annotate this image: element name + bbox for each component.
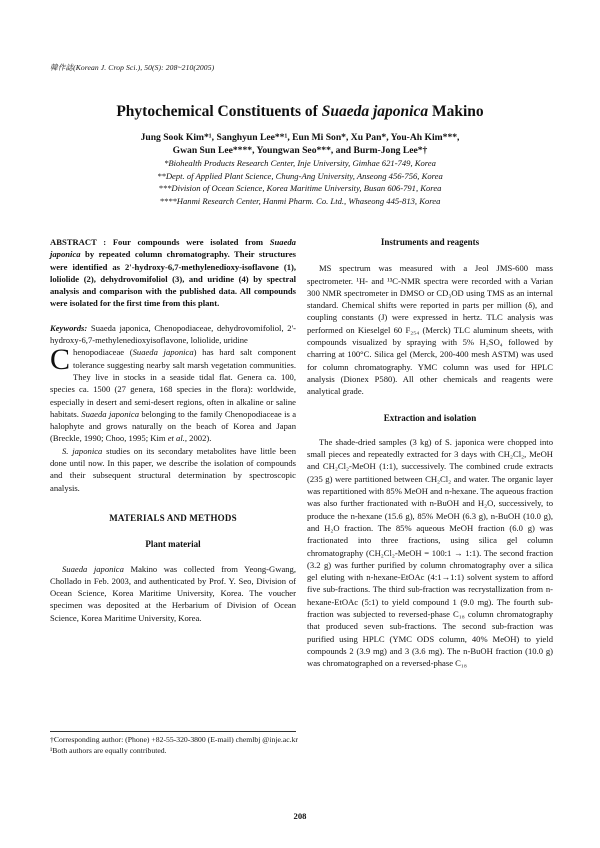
- intro-text-b: ) has hard salt component tolerance suggesting nearby salt marsh vegetation communities. They live in stocks in a seaside tidal flat. Genera ca. 100, species ca. 1500 (27 genera, 168 species in the flora): worldwide, especially in desert and semi-desert regions, often in alkaline or saline habitats.: [50, 347, 296, 419]
- intro-text-2: studies on its secondary metabolites have little been done until now. In this paper, we describe the isolation of compounds and their subsequent structural determination by spectroscopic analysis.: [50, 445, 296, 493]
- abstract-text-2: by repeated column chromatography. Their structures were identified as 2'-hydroxy-6,7-methylenedioxy-isoflavone (1), loliolide (2), dehydrovomifoliol (3), and uridine (4) by spectral analysis and comparison with the published data. All compounds were isolated for the first time from this plant.: [50, 249, 296, 309]
- section-heading-methods: MATERIALS AND METHODS: [109, 512, 237, 523]
- page-number: 208: [293, 811, 307, 821]
- footnotes: [50, 735, 298, 756]
- plant-material-paragraph: [50, 563, 296, 624]
- right-column: [307, 236, 553, 670]
- affiliation-2: **Dept. of Applied Plant Science, Chung-Ang University, Anseong 456-756, Korea: [157, 170, 443, 181]
- title-suffix: Makino: [428, 103, 484, 120]
- author-line-2: Gwan Sun Lee****, Youngwan Seo***, and Burm-Jong Lee*†: [172, 145, 428, 156]
- intro-species-2: Suaeda japonica: [81, 408, 140, 419]
- journal-citation: 韓作誌(Korean J. Crop Sci.), 50(S): 208~210(2005): [50, 63, 215, 72]
- paper-title: [0, 103, 600, 121]
- abstract-text-1: Four compounds were isolated from: [112, 237, 270, 247]
- intro-text-d: , 2002).: [184, 433, 212, 444]
- abstract: [50, 236, 296, 310]
- intro-paragraph-1: [50, 343, 297, 444]
- author-line-1: Jung Sook Kim*¹, Sanghyun Lee**¹, Eun Mi Son*, Xu Pan*, You-Ah Kim***,: [140, 132, 460, 143]
- equal-contribution-note: ¹Both authors are equally contributed.: [50, 745, 167, 755]
- subheading-extraction: Extraction and isolation: [383, 412, 477, 423]
- instruments-paragraph: MS spectrum was measured with a Jeol JMS-600 mass spectrometer. ¹H- and ¹³C-NMR spectra were recorded with a Varian 300 NMR spectrometer in DMSO or CD₃OD using TMS as an internal standard. Chemical shifts were reported in parts per million (δ), and coupling constants (J) were expressed in hertz. TLC analysis was performed on Kieselgel 60 F₂₅₄ (Merck) TLC aluminum sheets, with compounds visualized by spraying with 5% H₂SO₄ followed by charring at 100°C. Silica gel (Merck, 200-400 mesh ASTM) was used for column chromatography. YMC column was used for HPLC analysis (Dionex P580). All other chemicals and reagents were analytical grade.: [307, 263, 553, 397]
- drop-cap: C: [50, 343, 71, 377]
- footnote-rule: [50, 731, 296, 732]
- affiliation-1: *Biohealth Products Research Center, Inje University, Gimhae 621-749, Korea: [164, 158, 436, 168]
- intro-text-a: henopodiaceae (: [73, 347, 133, 358]
- affiliation-list: [0, 157, 600, 207]
- title-species: Suaeda japonica: [321, 103, 429, 120]
- intro-paragraph-2: [50, 445, 296, 494]
- keywords-text: Suaeda japonica, Chenopodiaceae, dehydrovomifoliol, 2'-hydroxy-6,7-methylenedioxyisoflavone, loliolide, uridine: [50, 322, 296, 346]
- extraction-paragraph: The shade-dried samples (3 kg) of S. japonica were chopped into small pieces and repeatedly extracted for 3 days with CH₂Cl₂, MeOH and CH₂Cl₂-MeOH (1:1), successively. The combined crude extracts (235 g) were partitioned between CH₂Cl₂ and water. The organic layer was repartitioned with 85% MeOH and n-hexane. The aqueous fraction was also further fractionated with n-BuOH and H₂O, successively, to produce the n-hexane (15.6 g), 85% MeOH (6.3 g), n-BuOH (10.0 g), and H₂O fraction. The 85% aqueous MeOH fraction (6.0 g) was fractionated into three fractions, using silica gel column chromatography (CH₂Cl₂-MeOH = 100:1 → 1:1). The second fraction (3.2 g) was further purified by column chromatography over a silica gel eluting with n-hexane-EtOAc (4:1→1:1) solvent system to afford five sub-fractions. The third sub-fraction was recrystallization from n-hexane-EtOAc (5:1) to yield compound 1 (9.0 mg). The fourth sub-fraction was subjected to reversed-phase C₁₈ column chromatography that produced seven sub-fractions. The second sub-fraction was purified using HPLC (YMC ODS column, 40% MeOH) to yield compounds 2 (3.9 mg) and 3 (3.6 mg). The n-BuOH fraction (10.0 g) was chromatographed on a reversed-phase C₁₈: [307, 436, 553, 669]
- plant-text: Makino was collected from Yeong-Gwang, Chollado in Feb. 2003, and authenticated by Prof. Y. Seo, Division of Ocean Science, Korea Maritime University, Korea. The voucher specimen was deposited at the Herbarium of Division of Ocean Science, Korea Maritime University, Korea.: [50, 563, 296, 623]
- subheading-plant-material: Plant material: [145, 539, 201, 550]
- intro-species-3: S. japonica: [62, 445, 103, 456]
- intro-etal: et al.: [167, 433, 185, 444]
- affiliation-3: ***Division of Ocean Science, Korea Maritime University, Busan 606-791, Korea: [158, 183, 442, 193]
- abstract-species: Suaeda japonica: [50, 237, 296, 260]
- left-column: [50, 236, 296, 624]
- keywords-label: Keywords:: [50, 322, 88, 333]
- intro-text-c: belonging to the family Chenopodiaceae is a halophyte and grows naturally on the beach of Korea and Japan (Breckle, 1990; Choo, 1995; Kim: [50, 408, 297, 444]
- intro-species-1: Suaeda japonica: [132, 347, 194, 358]
- abstract-label: ABSTRACT :: [50, 237, 113, 247]
- subheading-instruments: Instruments and reagents: [380, 237, 480, 247]
- corresponding-author-note: †Corresponding author: (Phone) +82-55-320-3800 (E-mail) chemlbj @inje.ac.kr: [50, 735, 298, 744]
- affiliation-4: ****Hanmi Research Center, Hanmi Pharm. Co. Ltd., Whaseong 445-813, Korea: [159, 195, 441, 206]
- author-list: [0, 131, 600, 157]
- title-prefix: Phytochemical Constituents of: [116, 103, 322, 120]
- plant-species: Suaeda japonica: [62, 563, 124, 574]
- keywords: [50, 322, 296, 347]
